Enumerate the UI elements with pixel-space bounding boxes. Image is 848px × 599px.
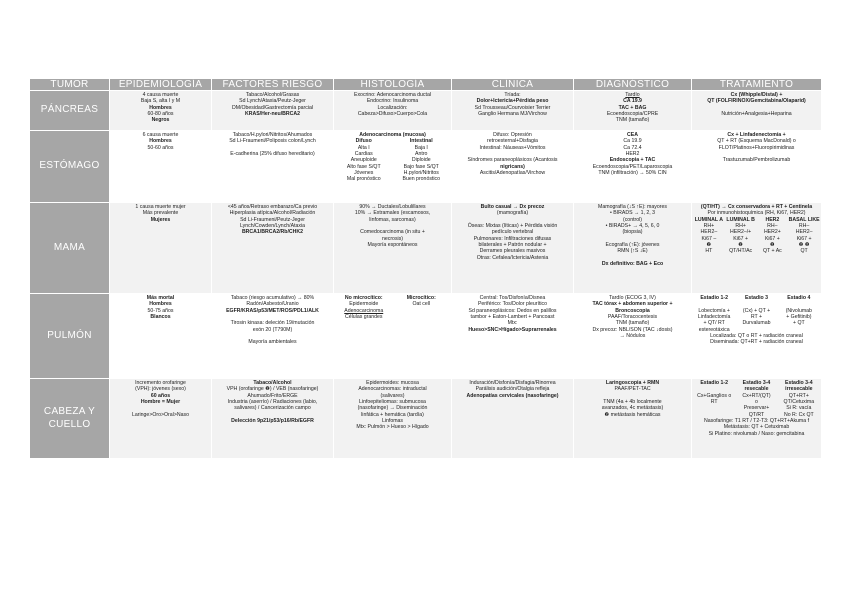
tumor-label: ESTÓMAGO [30,131,110,203]
cell-clinica: Induración/Disfonía/Disfagia/Rinorrea Parálisis audición/Otalgia refleja Adenopatías cervicales (nasofaringe) [452,379,574,459]
header-histologia: HISTOLOGÍA [334,79,452,91]
cell-factores-riesgo: Tabaco/Alcohol/Grasas Sd Lynch/Ataxia/Peutz-Jeger DM/Obesidad/Gastrectomía parcial KRAS/Her-neu/BRCA2 [212,91,334,131]
breast-subtypes-subtable: LUMINAL A RH+ HER2– Ki67 – ❷ HT LUMINAL B RH+ HER2–/+ Ki67 + ❷ QT/HT/Ac HER2 RH– HER2+ Ki67 + ❷ QT + Ac BASAL LIKE RH– HER2– Ki67 + ❷ ❷ QT [694,216,820,255]
cell-factores-riesgo: Tabaco/H.pylori/Nitritos/Ahumados Sd Li-Fraumeni/Poliposis colon/Lynch E-cadherina (25% difuso hereditario) [212,131,334,203]
row-estomago [30,131,822,203]
cell-diagnostico: CEA Ca 19.9 Ca 72.4 HER2 Endoscopia + TAC Ecoendoscopia/PET/Laparoscopia TNM (infiltración) → 50% CIN [574,131,692,203]
cell-tratamiento: (QT/HT) → Cx conservadora + RT + Centinela Por inmunohistoquímica (RH, Ki67, HER2) LUMINAL A RH+ HER2– Ki67 – ❷ HT LUMINAL B RH+ HER2–/+ Ki67 + ❷ QT/HT/Ac HER2 RH– HER2+ Ki67 + ❷ QT + Ac BASAL LIKE RH– HER2– Ki67 + ❷ ❷ QT [692,203,822,294]
header-row [30,79,822,91]
cell-epidemiologia: Más mortal Hombres 50-75 años Blancos [110,294,212,379]
cell-histologia: 90% → Ductales/Lobulillares 10% → Extramales (escamosos, linfomas, sarcomas) Comedocarcinoma (in situ + necrosis) Mayoría espontáneos [334,203,452,294]
tumor-label: PULMÓN [30,294,110,379]
cell-clinica: Bulto casual → Dx precoz (mamografía) Óseas: Mixtas (líticas) + Pérdida visión pedículo vertebral Pulmonares: Infiltraciones difusas bilaterales + Patrón nodular + Derrames pleurales masivos Otras: Cefalea/Ictericia/Astenia [452,203,574,294]
stage-subtable: Estadio 1-2 Lobectomía + Linfadectomía + QT/ RT estereotáxica Estadio 3 (Cx) + QT + RT + Durvalumab Estadio 4 (Nivolumab + Gefitinib) + QT [697,295,812,333]
cell-diagnostico: Mamografía (↓S ↑E): mayores • BIRADS → 1, 2, 3 (control) • BIRADS+ → 4, 5, 6, 0 (biopsia) Ecografía (↑E): jóvenes RMN (↑S ↓E) Dx definitivo: BAG + Eco [574,203,692,294]
cell-epidemiologia: 6 causa muerte Hombres 50-60 años [110,131,212,203]
cell-clinica: Central: Tos/Disfonía/Disnea Periférico: Tos/Dolor pleurítico Sd paraneoplásicos: Dedos en palillos tambor + Eaton-Lambert + Pancoast Mtx: Hueso>SNC>Hígado>Suprarrenales [452,294,574,379]
cell-histologia [334,294,452,379]
cell-epidemiologia: 4 causa muerte Baja S, alta I y M Hombres 60-80 años Negros [110,91,212,131]
row-cabeza-cuello [30,379,822,459]
cell-tratamiento: Cx + Linfadenectomía + QT + RT (Esquema MacDonald) o FLOT/Platinos+Fluoropirimidinas Trastuzumab/Pembrolizumab [692,131,822,203]
cell-tratamiento: Estadio 1-2 Cx+Ganglios o RT Estadio 3-4 resecable Cx+RT/(QT) o Preservar+ QT/RT Estadio 3-4 irresecable QT+RT+ QT/Cetuxima Si R: vacía No R: Cx QT Nasofaringe: T1 RT / T2-T3: QT+RT+Akuma f Metástasis: QT + Cetuximab Si Platino: nivolumab / Naso: gemcitabina [692,379,822,459]
histology-subtable: No microcítico: Epidermoide Adenocarcinoma Células grandes Microcítico: Oat cell [344,295,436,321]
cell-tratamiento: Cx (Whipple/Distal) + QT (FOLFIRINOX/Gemcitabina/Olaparid) Nutrición+Analgesia+Heparina [692,91,822,131]
cell-histologia: Adenocarcinoma (mucosa) Difuso Alta I Cardias Aneuploide Alto fase S/QT Jóvenes Mal pronóstico Intestinal Baja I Antro Diploide Bajo fase S/QT H.pylori/Nitritos Buen pronóstico [334,131,452,203]
tumor-label: PÁNCREAS [30,91,110,131]
cell-clinica: Tríada: Dolor+Ictericia+Pérdida peso Sd Trousseau/Courvoisier Terrier Ganglio Hermana MJ/Virchow [452,91,574,131]
cell-clinica: Difuso: Opresión retroesternal+Disfagia Intestinal: Náuseas+Vómitos Síndromes paraneoplásicos (Acantosis nigricans) Ascitis/Adenopatías/Virchow [452,131,574,203]
cell-histologia: Epidermoides: mucosa Adenocarcinomas: intraductal (salivares) Linfoepiteliomas: submucosa (nasofaringe) → Diseminación linfática + hemática (tardía) Linfomas Mtx: Pulmón > Hueso > Hígado [334,379,452,459]
cell-factores-riesgo: <45 años/Retraso embarazo/Ca previo Hiperplasia atípica/Alcohol/Radiación Sd Li-Fraumeni/Peutz-Jeger Lynch/Cowden/Lynch/Ataxia BRCA1/BRCA2/Rb/CHK2 [212,203,334,294]
header-tratamiento: TRATAMIENTO [692,79,822,91]
header-factores-riesgo: FACTORES RIESGO [212,79,334,91]
oncology-table [29,78,822,459]
header-clinica: CLÍNICA [452,79,574,91]
header-epidemiologia: EPIDEMIOLOGÍA [110,79,212,91]
row-pancreas [30,91,822,131]
row-pulmon [30,294,822,379]
cell-diagnostico: Tardío (ECOG 3, IV) TAC tórax + abdomen superior + Broncoscopia PAAF/Toracocentesis TNM (tamaño) Dx precoz: NBL/SON (TAC ↓dosis) → Nódulos [574,294,692,379]
cell-diagnostico: Laringoscopia + RMN PAAF/PET-TAC TNM (4a + 4b localmente avanzados, 4c metástasis) ❷ metástasis hemáticas [574,379,692,459]
cell-tratamiento: Estadio 1-2 Lobectomía + Linfadectomía + QT/ RT estereotáxica Estadio 3 (Cx) + QT + RT + Durvalumab Estadio 4 (Nivolumab + Gefitinib) + QT Localizada: QT o RT + radiación craneal Diseminada: QT+RT + radiación craneal [692,294,822,379]
header-tumor: TUMOR [30,79,110,91]
cell-epidemiologia: Incremento orofaringe (VPH): jóvenes (sexo) 60 años Hombre = Mujer Laringe>Oro>Oral>Naso [110,379,212,459]
cell-diagnostico: Tardío CA 19.9 TAC + BAG Ecoendoscopia/CPRE TNM (tamaño) [574,91,692,131]
tumor-label: CABEZA Y CUELLO [30,379,110,459]
tumor-label: MAMA [30,203,110,294]
header-diagnostico: DIAGNÓSTICO [574,79,692,91]
cell-histologia: Exocrino: Adenocarcinoma ductal Endocrino: Insulinoma Localización: Cabeza>Difuso>Cuerpo>Cola [334,91,452,131]
oncology-summary-sheet [29,78,821,459]
cell-factores-riesgo: Tabaco/Alcohol VPH (orofaringe ❷) / VEB (nasofaringe) Ahumado/Frito/ERGE Industria (aserrío) / Radiaciones (labio, salivares) / Cancerización campo Delección 9p21/p53/p16/Rb/EGFR [212,379,334,459]
stage-subtable: Estadio 1-2 Cx+Ganglios o RT Estadio 3-4 resecable Cx+RT/(QT) o Preservar+ QT/RT Estadio 3-4 irresecable QT+RT+ QT/Cetuxima Si R: vacía No R: Cx QT [697,380,815,418]
histology-subtable: Difuso Alta I Cardias Aneuploide Alto fase S/QT Jóvenes Mal pronóstico Intestinal Baja I Antro Diploide Bajo fase S/QT H.pylori/Nitritos Buen pronóstico [346,138,440,183]
cell-epidemiologia: 1 causa muerte mujer Más prevalente Mujeres [110,203,212,294]
row-mama [30,203,822,294]
cell-factores-riesgo: Tabaco (riesgo acumulativo) → 80% Radón/Asbesto/Uranio EGFR/KRAS/p53/MET/ROS/PDL1/ALK Tirosin kinasa: deleción 19/mutación exón 20 (T790M) Mayoría ambientales [212,294,334,379]
